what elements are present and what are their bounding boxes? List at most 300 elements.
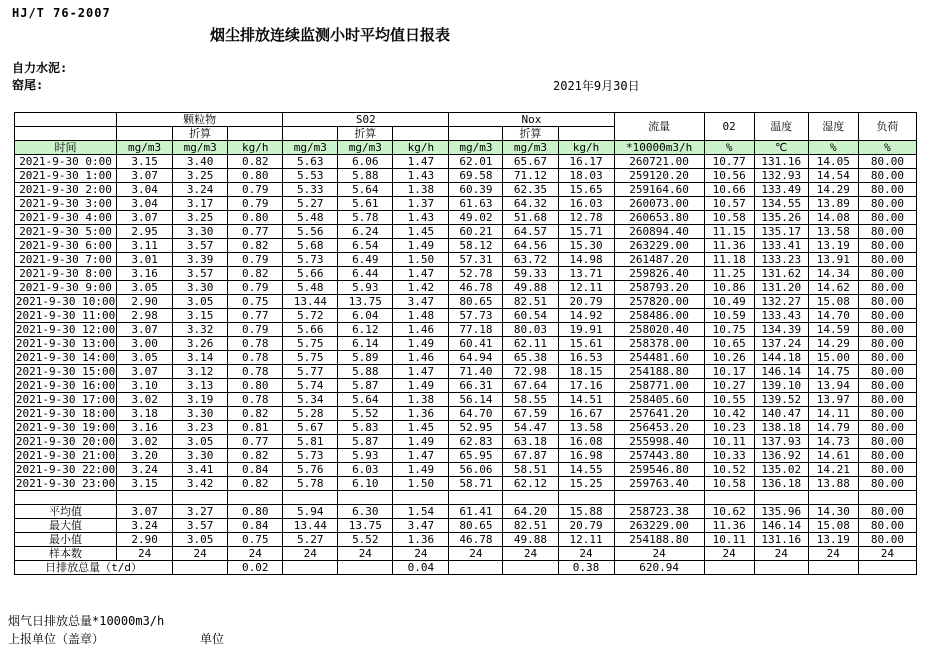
time-cell: 2021-9-30 15:00 [15,365,116,378]
empty-cell [283,491,338,505]
value-cell: 2.95 [117,225,173,239]
value-cell: 1.37 [393,197,449,211]
value-cell: 3.57 [173,267,228,281]
so2-converted-label: 折算 [338,127,393,141]
value-cell: 3.25 [173,211,228,225]
value-cell: 62.35 [503,183,558,197]
value-cell: 69.58 [449,169,503,183]
value-cell: 258723.38 [614,505,704,519]
value-cell: 0.80 [228,211,283,225]
data-row [15,281,917,295]
value-cell: 136.92 [754,449,808,463]
value-cell: 0.75 [228,533,283,547]
value-cell: 46.78 [449,533,503,547]
value-cell: 80.00 [858,407,916,421]
value-cell: 80.00 [858,225,916,239]
header-row-groups [15,113,917,127]
unit-label: 单位 [200,632,225,646]
value-cell: 14.75 [808,365,858,379]
value-cell: 6.24 [338,225,393,239]
value-cell: 52.95 [449,421,503,435]
value-cell: 13.75 [338,295,393,309]
time-cell: 2021-9-30 13:00 [15,337,116,350]
value-cell: 263229.00 [614,239,704,253]
value-cell: 80.00 [858,351,916,365]
value-cell: 5.78 [338,211,393,225]
value-cell: 49.88 [503,533,558,547]
value-cell: 131.16 [754,533,808,547]
value-cell: 62.11 [503,337,558,351]
data-row [15,267,917,281]
value-cell: 256453.20 [614,421,704,435]
value-cell: 10.42 [704,407,754,421]
value-cell: 3.14 [173,351,228,365]
group-nox: Nox [449,113,614,127]
time-cell: 2021-9-30 2:00 [15,183,117,197]
time-cell: 2021-9-30 3:00 [15,197,117,211]
value-cell: 3.07 [117,505,173,519]
value-cell: 2.90 [117,295,173,309]
value-cell: 3.13 [173,379,228,393]
value-cell: 24 [503,547,558,561]
value-cell: 144.18 [754,351,808,365]
value-cell: 16.03 [558,197,614,211]
value-cell: 3.39 [173,253,228,267]
value-cell: 62.83 [449,435,503,449]
value-cell: 1.49 [393,435,449,449]
unit-cell: mg/m3 [449,141,503,155]
value-cell: 0.79 [228,197,283,211]
value-cell: 0.82 [228,155,283,169]
flue-gas-total-note: 烟气日排放总量*10000m3/h [8,614,165,628]
value-cell: 10.11 [704,533,754,547]
value-cell: 72.98 [503,365,558,379]
value-cell: 5.76 [283,463,338,477]
empty-cell [503,491,558,505]
value-cell: 24 [173,547,228,561]
time-cell: 2021-9-30 1:00 [15,169,117,183]
value-cell: 1.47 [393,155,449,169]
value-cell: 3.11 [117,239,173,253]
value-cell: 57.31 [449,253,503,267]
value-cell: 14.05 [808,155,858,169]
value-cell [449,561,503,575]
data-row [15,211,917,225]
value-cell: 3.47 [393,519,449,533]
time-cell: 2021-9-30 16:00 [15,379,116,392]
value-cell: 10.33 [704,449,754,463]
value-cell: 11.36 [704,239,754,253]
unit-cell: kg/h [393,141,449,155]
value-cell: 19.91 [558,323,614,337]
value-cell: 255998.40 [614,435,704,449]
unit-cell: % [704,141,754,155]
unit-cell: % [858,141,916,155]
data-row [15,421,917,435]
value-cell: 135.02 [754,463,808,477]
time-cell: 2021-9-30 14:00 [15,351,116,364]
empty-cell [754,491,808,505]
value-cell: 131.20 [754,281,808,295]
value-cell: 14.54 [808,169,858,183]
value-cell: 10.75 [704,323,754,337]
value-cell: 6.04 [338,309,393,323]
value-cell: 0.78 [228,337,283,351]
data-row [15,435,917,449]
value-cell: 13.75 [338,519,393,533]
value-cell: 15.00 [808,351,858,365]
data-row [15,463,917,477]
value-cell: 5.88 [338,365,393,379]
value-cell: 5.73 [283,253,338,267]
group-pm: 颗粒物 [117,113,283,127]
value-cell: 134.39 [754,323,808,337]
value-cell: 132.93 [754,169,808,183]
value-cell: 64.56 [503,239,558,253]
value-cell: 137.24 [754,337,808,351]
value-cell: 0.79 [228,323,283,337]
value-cell: 80.00 [858,239,916,253]
value-cell: 14.73 [808,435,858,449]
summary-label: 平均值 [15,505,117,519]
value-cell: 56.06 [449,463,503,477]
time-cell: 2021-9-30 12:00 [15,323,116,336]
data-row [15,197,917,211]
value-cell: 0.82 [228,239,283,253]
value-cell: 14.59 [808,323,858,337]
time-cell: 2021-9-30 17:00 [15,393,116,406]
value-cell: 24 [338,547,393,561]
unit-cell: mg/m3 [117,141,173,155]
value-cell: 135.96 [754,505,808,519]
value-cell: 11.36 [704,519,754,533]
value-cell: 60.54 [503,309,558,323]
value-cell: 15.08 [808,295,858,309]
summary-label: 最大值 [15,519,117,533]
time-cell: 2021-9-30 7:00 [15,253,117,267]
data-row [15,239,917,253]
value-cell: 63.72 [503,253,558,267]
value-cell: 10.58 [704,477,754,491]
value-cell: 0.04 [393,561,449,575]
value-cell: 80.65 [449,295,503,309]
value-cell: 60.39 [449,183,503,197]
value-cell: 3.16 [117,421,173,435]
value-cell [754,561,808,575]
value-cell: 3.30 [173,281,228,295]
value-cell: 80.00 [858,519,916,533]
value-cell: 0.02 [228,561,283,575]
value-cell: 14.92 [558,309,614,323]
value-cell: 5.27 [283,197,338,211]
value-cell: 1.48 [393,309,449,323]
value-cell: 146.14 [754,519,808,533]
value-cell: 3.26 [173,337,228,351]
value-cell: 3.24 [173,183,228,197]
data-row [15,449,917,463]
value-cell: 5.73 [283,449,338,463]
value-cell: 80.00 [858,253,916,267]
value-cell: 5.88 [338,169,393,183]
site-name: 窑尾: [12,78,44,92]
value-cell: 0.84 [228,463,283,477]
value-cell: 1.42 [393,281,449,295]
value-cell: 58.71 [449,477,503,491]
group-load: 负荷 [858,113,916,141]
empty-cell [338,491,393,505]
summary-label: 样本数 [15,547,117,561]
value-cell: 13.19 [808,533,858,547]
unit-cell: mg/m3 [173,141,228,155]
data-row [15,477,917,491]
value-cell: 60.21 [449,225,503,239]
value-cell: 3.02 [117,435,173,449]
value-cell: 62.01 [449,155,503,169]
value-cell: 15.61 [558,337,614,351]
value-cell: 260721.00 [614,155,704,169]
value-cell: 3.04 [117,197,173,211]
page-title: 烟尘排放连续监测小时平均值日报表 [209,26,450,44]
empty-cell [558,127,614,141]
value-cell: 0.78 [228,365,283,379]
value-cell: 3.32 [173,323,228,337]
value-cell: 65.38 [503,351,558,365]
value-cell: 63.18 [503,435,558,449]
value-cell: 14.55 [558,463,614,477]
value-cell: 1.38 [393,183,449,197]
value-cell [503,561,558,575]
value-cell: 146.14 [754,365,808,379]
value-cell: 257820.00 [614,295,704,309]
value-cell: 77.18 [449,323,503,337]
value-cell: 10.66 [704,183,754,197]
value-cell: 258793.20 [614,281,704,295]
value-cell: 80.00 [858,533,916,547]
unit-cell: kg/h [228,141,283,155]
empty-cell [117,491,173,505]
time-column-header: 时间 [15,141,117,155]
value-cell: 15.08 [808,519,858,533]
value-cell [173,561,228,575]
data-row [15,393,917,407]
summary-row [15,505,917,519]
value-cell: 133.41 [754,239,808,253]
value-cell: 3.24 [117,519,173,533]
value-cell: 3.15 [117,155,173,169]
value-cell: 11.25 [704,267,754,281]
value-cell: 10.77 [704,155,754,169]
value-cell: 12.11 [558,281,614,295]
value-cell: 14.29 [808,183,858,197]
value-cell: 49.88 [503,281,558,295]
value-cell: 3.00 [117,337,173,351]
empty-cell [808,491,858,505]
report-date: 2021年9月30日 [553,79,640,93]
value-cell: 10.11 [704,435,754,449]
value-cell: 3.16 [117,267,173,281]
value-cell: 58.51 [503,463,558,477]
data-row [15,365,917,379]
value-cell: 80.03 [503,323,558,337]
value-cell: 3.18 [117,407,173,421]
time-cell: 2021-9-30 20:00 [15,435,116,448]
value-cell: 133.23 [754,253,808,267]
report-table [14,112,917,575]
empty-cell [614,491,704,505]
value-cell: 132.27 [754,295,808,309]
value-cell: 3.05 [173,295,228,309]
value-cell: 58.12 [449,239,503,253]
value-cell: 24 [808,547,858,561]
value-cell: 261487.20 [614,253,704,267]
daily-total-label: 日排放总量（t/d） [15,561,173,575]
value-cell: 10.59 [704,309,754,323]
value-cell: 13.88 [808,477,858,491]
value-cell: 3.42 [173,477,228,491]
corner-cell [15,113,117,127]
value-cell: 0.82 [228,477,283,491]
value-cell: 139.10 [754,379,808,393]
value-cell: 16.17 [558,155,614,169]
value-cell: 80.00 [858,169,916,183]
value-cell: 10.49 [704,295,754,309]
value-cell: 80.00 [858,449,916,463]
value-cell: 139.52 [754,393,808,407]
value-cell: 64.94 [449,351,503,365]
value-cell: 5.75 [283,351,338,365]
data-row [15,379,917,393]
value-cell: 5.93 [338,281,393,295]
unit-cell: mg/m3 [338,141,393,155]
value-cell: 52.78 [449,267,503,281]
data-row [15,183,917,197]
value-cell: 65.95 [449,449,503,463]
value-cell: 3.17 [173,197,228,211]
empty-cell [15,491,117,505]
value-cell: 58.55 [503,393,558,407]
value-cell: 5.56 [283,225,338,239]
value-cell: 6.30 [338,505,393,519]
value-cell: 11.18 [704,253,754,267]
value-cell: 259826.40 [614,267,704,281]
value-cell: 10.58 [704,211,754,225]
value-cell: 5.52 [338,407,393,421]
summary-row [15,519,917,533]
data-row [15,309,917,323]
empty-cell [449,127,503,141]
value-cell: 5.87 [338,435,393,449]
time-cell: 2021-9-30 19:00 [15,421,116,434]
table-header [15,113,917,155]
value-cell: 1.46 [393,323,449,337]
value-cell: 1.50 [393,253,449,267]
value-cell: 3.07 [117,211,173,225]
value-cell: 3.10 [117,379,173,393]
value-cell: 57.73 [449,309,503,323]
empty-cell [228,491,283,505]
value-cell: 20.79 [558,519,614,533]
value-cell: 51.68 [503,211,558,225]
value-cell: 138.18 [754,421,808,435]
value-cell: 82.51 [503,519,558,533]
time-cell: 2021-9-30 4:00 [15,211,117,225]
value-cell: 258771.00 [614,379,704,393]
value-cell: 24 [558,547,614,561]
value-cell: 258020.40 [614,323,704,337]
value-cell: 1.49 [393,239,449,253]
value-cell [283,561,338,575]
value-cell: 59.33 [503,267,558,281]
header-row-units [15,141,917,155]
value-cell: 134.55 [754,197,808,211]
time-cell: 2021-9-30 6:00 [15,239,117,253]
group-so2: S02 [283,113,449,127]
value-cell: 6.06 [338,155,393,169]
value-cell: 3.07 [117,323,173,337]
value-cell: 16.08 [558,435,614,449]
value-cell: 3.01 [117,253,173,267]
value-cell: 0.82 [228,449,283,463]
value-cell: 259546.80 [614,463,704,477]
value-cell: 5.53 [283,169,338,183]
value-cell: 1.43 [393,169,449,183]
value-cell: 3.07 [117,365,173,379]
value-cell: 11.15 [704,225,754,239]
empty-cell [393,491,449,505]
time-cell: 2021-9-30 18:00 [15,407,116,420]
empty-cell [393,127,449,141]
value-cell: 3.57 [173,519,228,533]
value-cell: 1.49 [393,337,449,351]
value-cell: 14.98 [558,253,614,267]
value-cell: 1.49 [393,379,449,393]
value-cell: 13.89 [808,197,858,211]
value-cell: 5.48 [283,281,338,295]
unit-cell: mg/m3 [283,141,338,155]
summary-label: 最小值 [15,533,117,547]
value-cell: 14.70 [808,309,858,323]
value-cell: 0.77 [228,225,283,239]
value-cell: 16.67 [558,407,614,421]
value-cell: 18.15 [558,365,614,379]
table-body [15,155,917,575]
value-cell: 67.87 [503,449,558,463]
value-cell: 14.62 [808,281,858,295]
value-cell: 6.54 [338,239,393,253]
value-cell: 13.97 [808,393,858,407]
value-cell: 10.26 [704,351,754,365]
time-cell: 2021-9-30 8:00 [15,267,117,281]
time-cell: 2021-9-30 9:00 [15,281,117,295]
value-cell: 61.63 [449,197,503,211]
value-cell: 133.43 [754,309,808,323]
value-cell: 61.41 [449,505,503,519]
value-cell: 259164.60 [614,183,704,197]
value-cell: 3.19 [173,393,228,407]
value-cell: 12.78 [558,211,614,225]
value-cell: 3.15 [173,309,228,323]
value-cell: 64.70 [449,407,503,421]
value-cell: 80.00 [858,155,916,169]
value-cell: 10.55 [704,393,754,407]
summary-row [15,547,917,561]
value-cell: 0.80 [228,379,283,393]
reporting-unit-label: 上报单位（盖章） [8,632,105,646]
data-row [15,225,917,239]
value-cell: 64.57 [503,225,558,239]
empty-cell [704,491,754,505]
value-cell: 259120.20 [614,169,704,183]
